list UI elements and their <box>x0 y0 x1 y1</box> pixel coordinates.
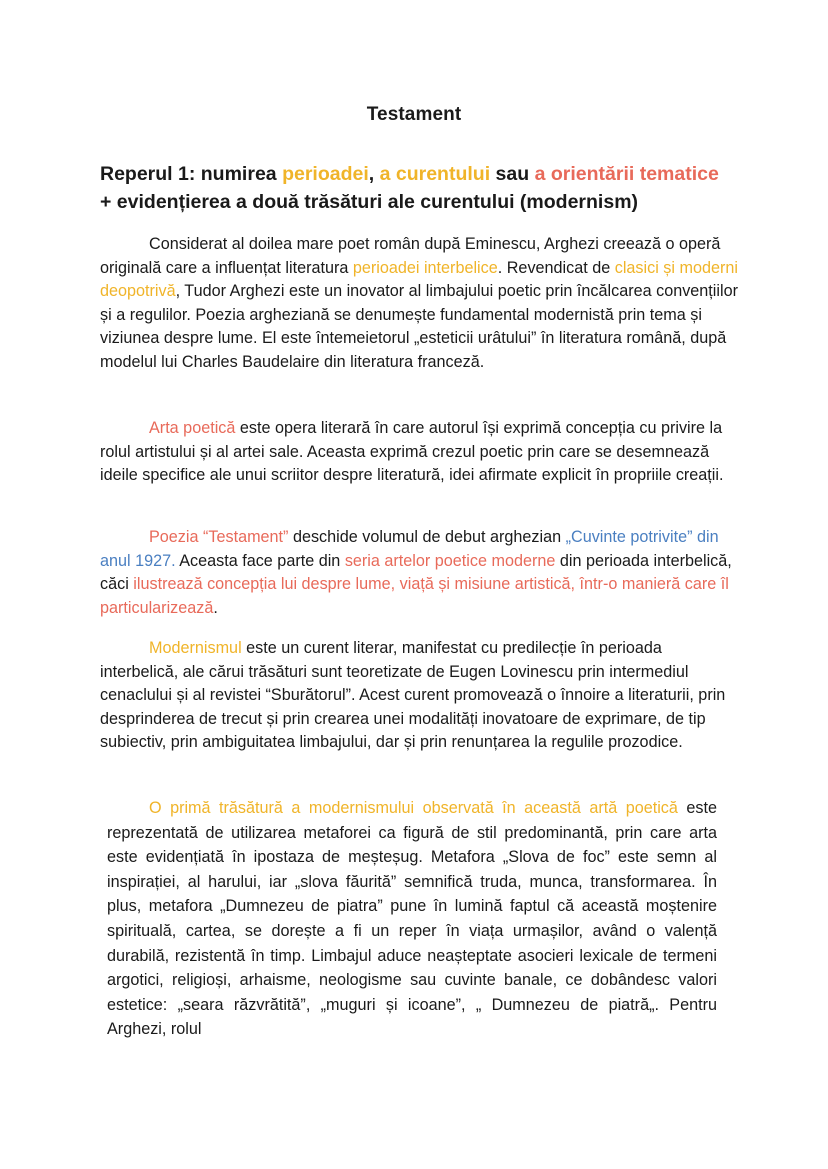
p3-text-d: Aceasta face parte din <box>175 551 345 570</box>
p3-text-f: din perioada interbelică, căci <box>100 551 732 593</box>
p3-text-b: deschide volumul de debut arghezian <box>288 528 566 546</box>
section-heading <box>100 160 750 216</box>
heading-text: Reperul 1: numirea <box>100 163 283 185</box>
p5-text-b: este reprezentată de utilizarea metaforei ca figură de stil predominantă, prin care arta este evidențiată în ipostaza de meșteșug. Metafora „Slova de foc” este semn al inspirației, al harului, iar „slova făurită” semnifică truda, munca, transformarea. În plus, metafora „Dumnezeu de piatra” pune în lumină faptul că această moștenire spirituală, cartea, se dorește a fi un reper în viața urmașilor, având o valență durabilă, rezistentă în timp. Limbajul aduce neașteptate asocieri lexicale de termeni argotici, religioși, arhaisme, neologisme sau cuvinte banale, ce dobândesc valori estetice: „seara răzvrătită”, „muguri și icoane”, „ Dumnezeu de piatră„. Pentru Arghezi, rolul <box>107 799 717 1039</box>
p1-clasici: clasici și moderni deopotrivă <box>100 258 738 300</box>
p2-arta-poetica: Arta poetică <box>149 419 236 437</box>
p4-text-b: este un curent literar, manifestat cu predilecție în perioada interbelică, ale cărui trăsături sunt teoretizate de Eugen Lovinescu prin intermediul cenaclului și al revistei “Sburătorul”. Acest curent promovează o înnoire a literaturii, prin desprinderea de trecut și prin crearea unei modalități inovatoare de exprimare, de tip subiectiv, prin ambiguitatea limbajului, dar și prin renunțarea la regulile prozodice. <box>100 639 726 751</box>
paragraph-4 <box>100 637 740 755</box>
document-title: Testament <box>366 104 462 125</box>
p1-interbelice: perioadei interbelice <box>352 258 498 277</box>
p3-cuvinte-potrivite: „Cuvinte potrivite” din anul 1927. <box>100 528 719 570</box>
p3-ilustreaza: ilustrează concepția lui despre lume, viață și misiune artistică, într-o manieră care îl particularizează <box>100 575 729 617</box>
p4-modernismul: Modernismul <box>149 639 242 657</box>
heading-curentului: a curentului <box>379 163 491 185</box>
p1-text-a: Considerat al doilea mare poet român după Eminescu, Arghezi creează o operă originală care a influențat literatura <box>100 235 721 277</box>
p3-poezia: Poezia “Testament” <box>149 528 289 546</box>
heading-sau: sau <box>490 163 535 185</box>
heading-orientarii: a orientării tematice <box>534 163 719 185</box>
p2-text-b: este opera literară în care autorul își exprimă concepția cu privire la rolul artistului și al artei sale. Aceasta exprimă crezul poetic prin care se desemnează ideile specifice ale unui scriitor despre literatură, idei afirmate explicit în propriile creații. <box>100 419 724 484</box>
heading-comma: , <box>368 163 380 185</box>
paragraph-2 <box>100 417 740 488</box>
p3-seria: seria artelor poetice moderne <box>344 551 556 570</box>
heading-perioadei: perioadei <box>282 163 369 185</box>
paragraph-1 <box>100 233 740 374</box>
paragraph-3 <box>100 526 740 620</box>
paragraph-5 <box>107 796 717 1042</box>
p1-text-c: . Revendicat de <box>497 258 615 277</box>
p1-text-e: , Tudor Arghezi este un inovator al limbajului poetic prin încălcarea convențiilor și a regulilor. Poezia argheziană se denumește fundamental modernistă prin tema și viziunea despre lume. El este întemeietorul „esteticii urâtului” în literatura română, după modelul lui Charles Baudelaire din literatura franceză. <box>100 282 738 371</box>
heading-line2: + evidențierea a două trăsături ale curentului (modernism) <box>100 191 639 213</box>
p3-text-h: . <box>213 598 218 617</box>
p5-prima-trasatura: O primă trăsătură a modernismului observată în această artă poetică <box>149 799 678 817</box>
